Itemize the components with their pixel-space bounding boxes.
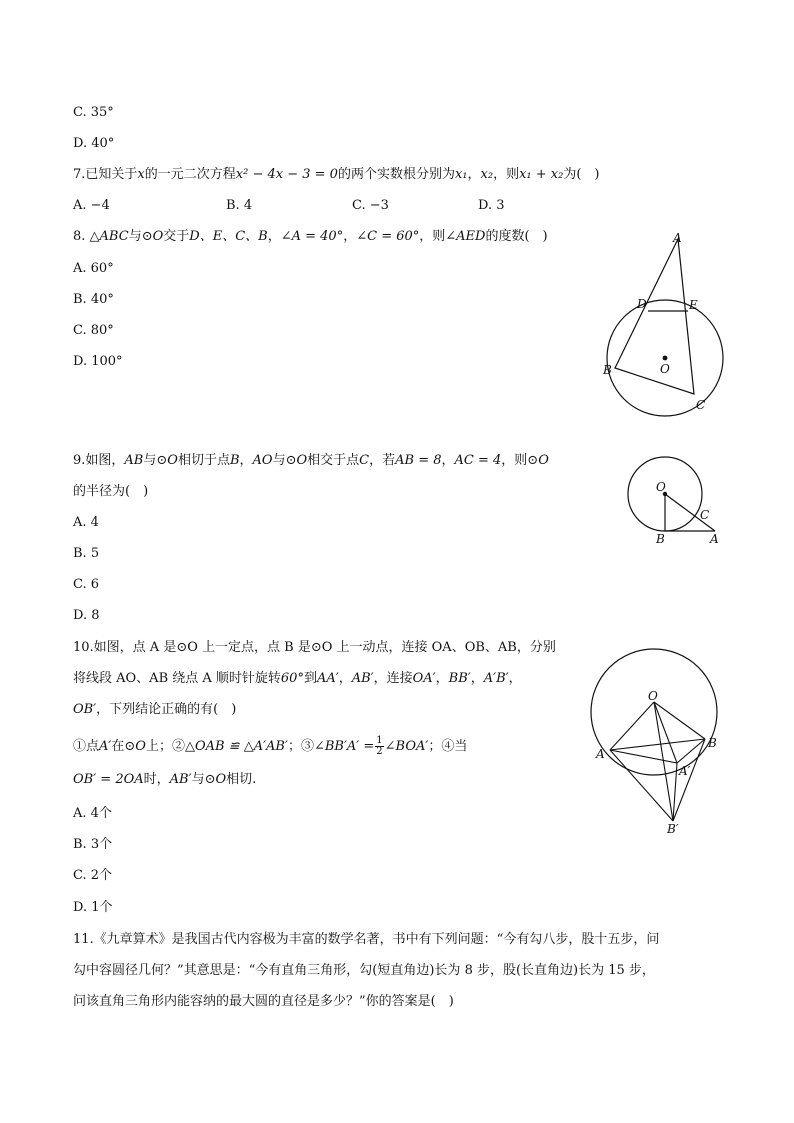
q10-option-a: A. 4个 <box>73 806 112 821</box>
q6-option-d: D. 40° <box>73 136 115 151</box>
q9-question-line2: 的半径为( ) <box>73 484 149 499</box>
q9-label-c: C <box>700 508 710 522</box>
q8-label-b: B <box>603 363 612 377</box>
q9-label-a: A <box>710 532 719 546</box>
q10-question-line2: 将线段 AO、AB 绕点 A 顺时针旋转60°到AA′，AB′，连接OA′，BB′，A′B′， <box>73 671 522 686</box>
q8-option-d: D. 100° <box>73 354 123 369</box>
q7-question: 7.已知关于x的一元二次方程x² − 4x − 3 = 0的两个实数根分别为x₁，x₂，则x₁ + x₂为( ) <box>73 167 600 182</box>
q9-option-d: D. 8 <box>73 608 100 623</box>
q10-option-d: D. 1个 <box>73 900 113 915</box>
q8-option-c: C. 80° <box>73 323 114 338</box>
q10-label-o: O <box>648 689 658 703</box>
q8-label-e: E <box>689 298 698 312</box>
q8-label-a: A <box>673 231 682 245</box>
q10-option-b: B. 3个 <box>73 837 113 852</box>
q8-question: 8. △ABC与⊙O交于D、E、C、B，∠A = 40°，∠C = 60°，则∠AED的度数( ) <box>73 229 548 244</box>
q11-question-line3: 问该直角三角形内能容纳的最大圆的直径是多少？”你的答案是( ) <box>73 994 454 1009</box>
q9-figure <box>620 448 730 548</box>
q8-figure <box>590 228 740 418</box>
q9-label-o: O <box>656 480 666 494</box>
q7-option-b: B. 4 <box>226 198 253 213</box>
q7-equation: x² − 4x − 3 = 0 <box>235 167 338 182</box>
q7-option-a: A. −4 <box>73 198 110 213</box>
q7-option-d: D. 3 <box>478 198 505 213</box>
q8-option-a: A. 60° <box>73 261 114 276</box>
q11-question-line1: 11.《九章算术》是我国古代内容极为丰富的数学名著，书中有下列问题：“今有勾八步，股十五步，问 <box>73 932 660 947</box>
q10-statements: ①点A′在⊙O上；②△OAB ≌ △A′AB′；③∠BB′A′ = $\frac{1}{2}$ ∠BOA′；④当 <box>73 735 468 757</box>
q10-label-b-prime: B′ <box>667 822 679 836</box>
q10-question-line3: OB′，下列结论正确的有( ) <box>73 702 237 717</box>
q10-question-line5: OB′ = 2OA时，AB′与⊙O相切. <box>73 772 257 787</box>
q9-question-line1: 9.如图，AB与⊙O相切于点B，AO与⊙O相交于点C，若AB = 8，AC = 4，则⊙O <box>73 453 549 468</box>
q8-label-o: O <box>660 362 670 376</box>
q10-question-line1: 10.如图，点 A 是⊙O 上一定点，点 B 是⊙O 上一动点，连接 OA、OB、AB，分别 <box>73 640 556 655</box>
q10-label-b: B <box>708 736 717 750</box>
q9-label-b: B <box>656 532 665 546</box>
q8-label-d: D <box>637 297 647 311</box>
q9-option-c: C. 6 <box>73 577 100 592</box>
q6-option-c: C. 35° <box>73 105 114 120</box>
q8-option-b: B. 40° <box>73 292 114 307</box>
q10-label-a-prime: A′ <box>679 764 691 778</box>
q9-option-b: B. 5 <box>73 546 100 561</box>
q7-option-c: C. −3 <box>352 198 389 213</box>
q10-option-c: C. 2个 <box>73 868 113 883</box>
fraction-one-half: $\frac{1}{2}$ <box>376 735 383 757</box>
q8-label-c: C <box>696 398 706 412</box>
q10-figure <box>585 635 730 840</box>
q9-option-a: A. 4 <box>73 515 99 530</box>
q10-label-a: A <box>596 747 605 761</box>
q11-question-line2: 勾中容圆径几何？”其意思是：“今有直角三角形，勾(短直角边)长为 8 步，股(长直角边)长为 15 步， <box>73 963 655 978</box>
